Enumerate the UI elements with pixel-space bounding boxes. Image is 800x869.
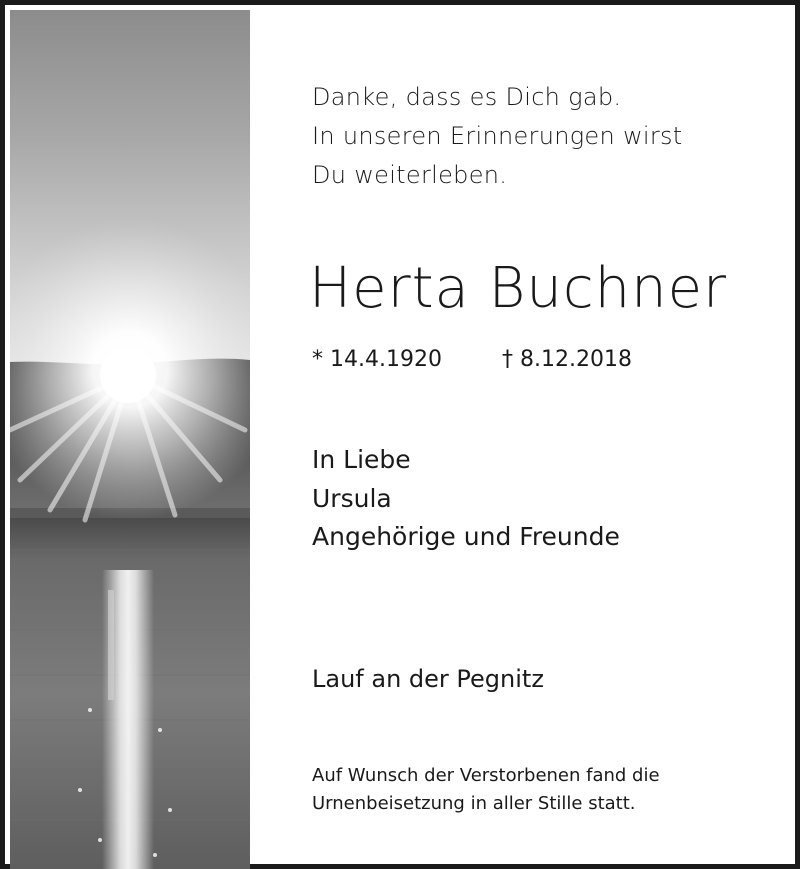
- farewell-motto: [312, 78, 683, 195]
- burial-notice: [312, 762, 660, 818]
- notice-line: Auf Wunsch der Verstorbenen fand die: [312, 765, 660, 786]
- motto-line: Du weiterleben.: [312, 161, 508, 189]
- notice-line: Urnenbeisetzung in aller Stille statt.: [312, 793, 636, 814]
- mourner-line: Ursula: [312, 483, 392, 513]
- sunset-lake-photo: [10, 10, 250, 869]
- mourners-block: [312, 441, 620, 557]
- death-date: † 8.12.2018: [502, 347, 632, 372]
- birth-date: * 14.4.1920: [312, 347, 442, 372]
- place-name: Lauf an der Pegnitz: [312, 665, 544, 693]
- motto-line: In unseren Erinnerungen wirst: [312, 122, 683, 150]
- mourner-line: Angehörige und Freunde: [312, 522, 620, 551]
- motto-line: Danke, dass es Dich gab.: [312, 83, 622, 111]
- deceased-name: Herta Buchner: [309, 256, 728, 321]
- mourner-line: In Liebe: [312, 445, 411, 474]
